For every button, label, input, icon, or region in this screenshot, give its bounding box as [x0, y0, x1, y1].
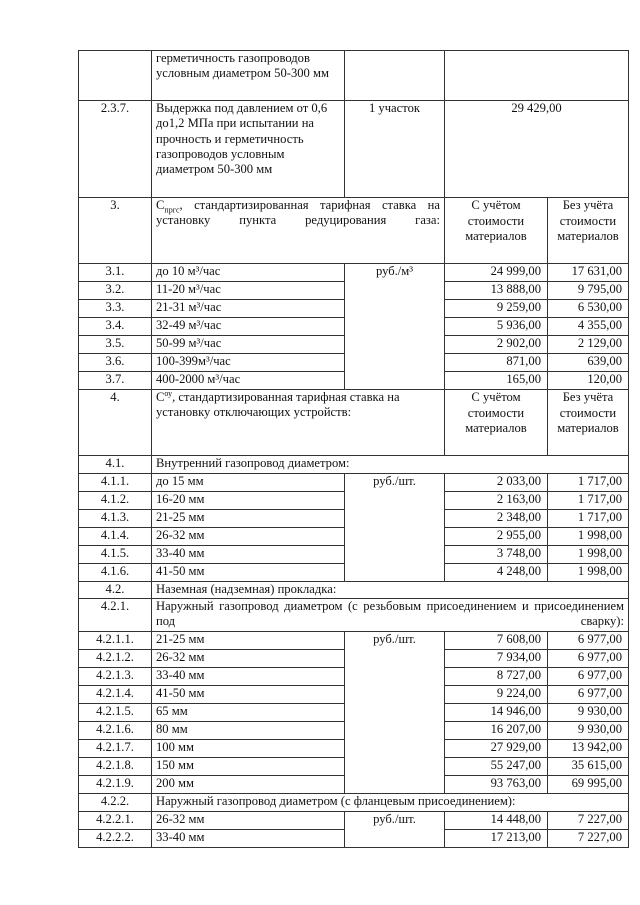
value-without-materials: 1 717,00: [548, 510, 629, 528]
row-unit: 1 участок: [345, 101, 445, 198]
subsection-header: [79, 794, 629, 812]
row-number: 4.2.2.1.: [79, 812, 152, 830]
value-without-materials: 6 977,00: [548, 668, 629, 686]
value-with-materials: 9 224,00: [445, 686, 548, 704]
value-with-materials: 871,00: [445, 354, 548, 372]
value-with-materials: 16 207,00: [445, 722, 548, 740]
value-without-materials: 120,00: [548, 372, 629, 390]
value-without-materials: 69 995,00: [548, 776, 629, 794]
value-with-materials: 3 748,00: [445, 546, 548, 564]
subsection-title: Наружный газопровод диаметром (с фланцевым присоединением):: [152, 794, 629, 812]
row-number: 4.2.1.1.: [79, 632, 152, 650]
row-label: 26-32 мм: [152, 650, 345, 668]
row-number: 2.3.7.: [79, 101, 152, 198]
value-with-materials: 4 248,00: [445, 564, 548, 582]
row-number: 3.7.: [79, 372, 152, 390]
row-number: 4.1.4.: [79, 528, 152, 546]
value-without-materials: 1 998,00: [548, 546, 629, 564]
row-label: до 15 мм: [152, 474, 345, 492]
value-with-materials: 2 902,00: [445, 336, 548, 354]
row-number: 4.1.5.: [79, 546, 152, 564]
row-label: 21-25 мм: [152, 632, 345, 650]
value-without-materials: 13 942,00: [548, 740, 629, 758]
row-label: 100 мм: [152, 740, 345, 758]
row-desc: Выдержка под давлением от 0,6 до1,2 МПа при испытании на прочность и герметичность газопроводов условным диаметром 50-300 мм: [152, 101, 345, 198]
row-number: 4.2.1.: [79, 599, 152, 632]
row-number: 4.1.6.: [79, 564, 152, 582]
value-with-materials: 13 888,00: [445, 282, 548, 300]
value-with-materials: 14 448,00: [445, 812, 548, 830]
unit-cell: руб./м³: [345, 264, 445, 390]
row-number: 4.: [79, 390, 152, 456]
row-number: 4.1.3.: [79, 510, 152, 528]
unit-cell: руб./шт.: [345, 812, 445, 848]
row-number: 4.2.1.8.: [79, 758, 152, 776]
value-without-materials: 17 631,00: [548, 264, 629, 282]
value-with-materials: 2 955,00: [445, 528, 548, 546]
row-label: 21-31 м³/час: [152, 300, 345, 318]
tariff-table: [78, 50, 629, 848]
table-row: [79, 632, 629, 650]
unit-cell: руб./шт.: [345, 474, 445, 582]
with-materials-header: С учётом стоимости материалов: [445, 198, 548, 264]
value-without-materials: 9 930,00: [548, 704, 629, 722]
value-without-materials: 9 795,00: [548, 282, 629, 300]
subsection-title: Внутренний газопровод диаметром:: [152, 456, 629, 474]
value-with-materials: 165,00: [445, 372, 548, 390]
value-without-materials: 4 355,00: [548, 318, 629, 336]
value-without-materials: 7 227,00: [548, 830, 629, 848]
section-3-header: [79, 198, 629, 264]
row-label: 33-40 мм: [152, 830, 345, 848]
section-4-header: [79, 390, 629, 456]
row-label: 65 мм: [152, 704, 345, 722]
value-with-materials: 24 999,00: [445, 264, 548, 282]
row-number: 4.2.1.3.: [79, 668, 152, 686]
subsection-title: Наружный газопровод диаметром (с резьбовым присоединением и присоединением под сварку):: [152, 599, 629, 632]
section-3-title: $С_{пргс}$, стандартизированная тарифная ставка на установку пункта редуцирования газа:: [152, 198, 445, 264]
table-row: [79, 264, 629, 282]
value-with-materials: 5 936,00: [445, 318, 548, 336]
value-with-materials: 7 608,00: [445, 632, 548, 650]
row-number: 3.1.: [79, 264, 152, 282]
row-label: 100-399м³/час: [152, 354, 345, 372]
row-label: 41-50 мм: [152, 686, 345, 704]
row-number: 3.2.: [79, 282, 152, 300]
table-row: [79, 51, 629, 101]
row-label: 26-32 мм: [152, 812, 345, 830]
row-label: 26-32 мм: [152, 528, 345, 546]
table-row: [79, 812, 629, 830]
value-without-materials: 7 227,00: [548, 812, 629, 830]
row-number: 3.: [79, 198, 152, 264]
row-number: 4.2.1.5.: [79, 704, 152, 722]
value-with-materials: 8 727,00: [445, 668, 548, 686]
table-row: [79, 101, 629, 198]
without-materials-header: Без учёта стоимости материалов: [548, 198, 629, 264]
row-number: 4.1.1.: [79, 474, 152, 492]
subsection-header: [79, 599, 629, 632]
value-with-materials: 14 946,00: [445, 704, 548, 722]
value-without-materials: 1 717,00: [548, 474, 629, 492]
row-number: 3.6.: [79, 354, 152, 372]
row-value: 29 429,00: [445, 101, 629, 198]
row-number: 4.2.2.2.: [79, 830, 152, 848]
section-4-title: $С^{оу}$, стандартизированная тарифная ставка на установку отключающих устройств:: [152, 390, 445, 456]
value-without-materials: 1 998,00: [548, 564, 629, 582]
subsection-title: Наземная (надземная) прокладка:: [152, 582, 629, 599]
subsection-header: [79, 582, 629, 599]
row-number: 4.2.: [79, 582, 152, 599]
row-desc: герметичность газопроводов условным диаметром 50-300 мм: [152, 51, 345, 101]
row-label: 11-20 м³/час: [152, 282, 345, 300]
row-label: 32-49 м³/час: [152, 318, 345, 336]
row-label: 21-25 мм: [152, 510, 345, 528]
row-number: 4.2.1.6.: [79, 722, 152, 740]
value-with-materials: 2 033,00: [445, 474, 548, 492]
row-number: 3.3.: [79, 300, 152, 318]
table-row: [79, 474, 629, 492]
value-with-materials: 55 247,00: [445, 758, 548, 776]
value-without-materials: 35 615,00: [548, 758, 629, 776]
row-number: 4.2.1.4.: [79, 686, 152, 704]
row-label: 80 мм: [152, 722, 345, 740]
subsection-header: [79, 456, 629, 474]
row-label: 16-20 мм: [152, 492, 345, 510]
without-materials-header: Без учёта стоимости материалов: [548, 390, 629, 456]
row-number: 4.2.1.2.: [79, 650, 152, 668]
value-without-materials: 1 717,00: [548, 492, 629, 510]
row-label: 50-99 м³/час: [152, 336, 345, 354]
value-with-materials: 93 763,00: [445, 776, 548, 794]
value-with-materials: 7 934,00: [445, 650, 548, 668]
value-without-materials: 1 998,00: [548, 528, 629, 546]
value-without-materials: 2 129,00: [548, 336, 629, 354]
row-label: 33-40 мм: [152, 668, 345, 686]
row-label: 400-2000 м³/час: [152, 372, 345, 390]
row-number: 4.2.2.: [79, 794, 152, 812]
value-without-materials: 6 977,00: [548, 632, 629, 650]
value-with-materials: 9 259,00: [445, 300, 548, 318]
row-number: 4.1.: [79, 456, 152, 474]
value-without-materials: 6 977,00: [548, 686, 629, 704]
row-number: 4.1.2.: [79, 492, 152, 510]
value-with-materials: 17 213,00: [445, 830, 548, 848]
value-without-materials: 6 977,00: [548, 650, 629, 668]
row-number: 3.5.: [79, 336, 152, 354]
value-with-materials: 2 163,00: [445, 492, 548, 510]
row-label: 200 мм: [152, 776, 345, 794]
row-label: до 10 м³/час: [152, 264, 345, 282]
with-materials-header: С учётом стоимости материалов: [445, 390, 548, 456]
row-label: 41-50 мм: [152, 564, 345, 582]
row-number: 4.2.1.9.: [79, 776, 152, 794]
value-without-materials: 9 930,00: [548, 722, 629, 740]
value-without-materials: 639,00: [548, 354, 629, 372]
unit-cell: руб./шт.: [345, 632, 445, 794]
row-label: 33-40 мм: [152, 546, 345, 564]
value-with-materials: 27 929,00: [445, 740, 548, 758]
value-without-materials: 6 530,00: [548, 300, 629, 318]
row-number: 3.4.: [79, 318, 152, 336]
row-number: 4.2.1.7.: [79, 740, 152, 758]
row-label: 150 мм: [152, 758, 345, 776]
value-with-materials: 2 348,00: [445, 510, 548, 528]
